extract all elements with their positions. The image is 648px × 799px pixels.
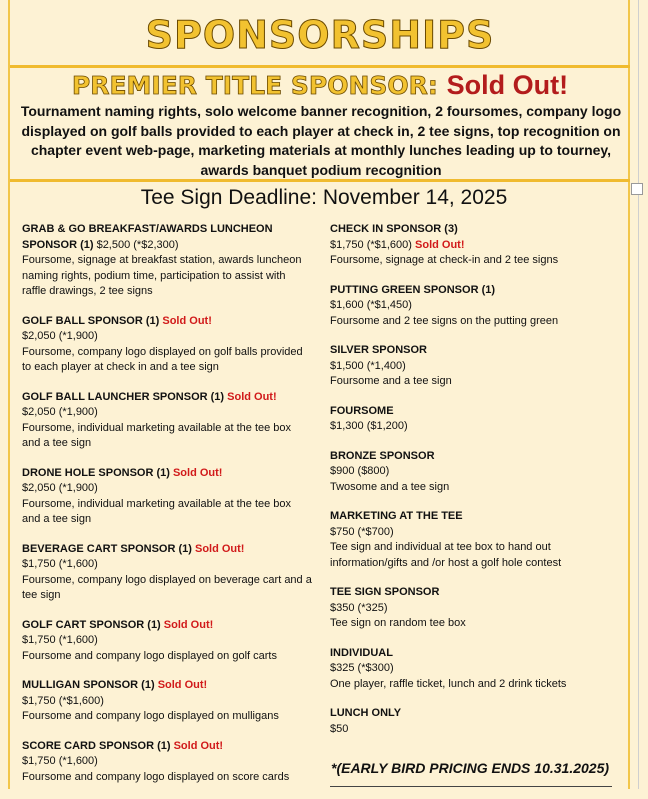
sponsor-name: GOLF CART SPONSOR (1) (22, 618, 161, 631)
sponsor-description: Foursome and company logo displayed on mulligans (22, 710, 279, 722)
sponsor-item (330, 509, 620, 571)
sponsor-name: GOLF BALL SPONSOR (1) (22, 314, 160, 327)
sponsor-item (22, 542, 312, 604)
sponsor-price: $900 ($800) (330, 465, 390, 477)
sponsor-price: $1,750 (*$1,600) (330, 238, 412, 251)
sponsor-item (22, 739, 312, 786)
sponsor-name: BRONZE SPONSOR (330, 449, 435, 462)
sponsor-price: $1,300 ($1,200) (330, 420, 408, 432)
sponsor-name: DRONE HOLE SPONSOR (1) (22, 466, 170, 479)
sponsor-description: Foursome and 2 tee signs on the putting green (330, 314, 559, 327)
sponsor-item (330, 449, 620, 496)
page-edge-line (638, 0, 639, 789)
divider-bottom (330, 786, 612, 787)
sponsor-item (22, 618, 312, 665)
sponsor-item (330, 706, 620, 737)
sponsor-price: $325 (*$300) (330, 662, 394, 674)
sponsor-item (330, 404, 620, 435)
sponsor-name: INDIVIDUAL (330, 646, 393, 659)
sponsor-name: TEE SIGN SPONSOR (330, 586, 440, 598)
sponsor-price: $750 (*$700) (330, 525, 394, 538)
sold-out-badge: Sold Out! (227, 390, 277, 403)
sold-out-badge: Sold Out! (415, 238, 465, 251)
sponsor-name: LUNCH ONLY (330, 707, 402, 719)
premier-heading (0, 69, 640, 102)
left-column (22, 222, 312, 799)
sponsor-item (22, 314, 312, 376)
sponsor-price: $350 (*325) (330, 601, 388, 614)
sponsor-price: $50 (330, 722, 349, 735)
sponsor-price: $1,500 (*1,400) (330, 359, 406, 372)
sponsor-price: $1,750 (*$1,600) (22, 694, 104, 707)
premier-status: Sold Out! (446, 70, 569, 100)
sponsor-name: PUTTING GREEN SPONSOR (1) (330, 283, 496, 296)
sponsor-name: SCORE CARD SPONSOR (1) (22, 739, 171, 752)
sold-out-badge: Sold Out! (173, 739, 224, 752)
sponsor-name: BEVERAGE CART SPONSOR (1) (22, 542, 192, 555)
sponsor-item (22, 222, 312, 300)
sponsor-price: $2,050 (*1,900) (22, 482, 98, 494)
sponsor-item (330, 343, 620, 390)
sold-out-badge: Sold Out! (172, 466, 223, 479)
premier-label: PREMIER TITLE SPONSOR: (71, 71, 438, 100)
sponsor-price: $2,050 (*1,900) (22, 330, 98, 342)
sponsor-description: Foursome, signage at breakfast station, awards luncheon naming rights, podium time, participation to assist with raffle drawings, 2 tee signs (22, 254, 302, 297)
sponsor-name: MULLIGAN SPONSOR (1) (22, 679, 155, 691)
sponsor-description: Tee sign and individual at tee box to hand out information/gifts and /or host a golf hole contest (330, 541, 562, 569)
early-bird-note: *(EARLY BIRD PRICING ENDS 10.31.2025) (331, 760, 610, 776)
sponsor-description: Foursome and company logo displayed on golf carts (22, 649, 277, 662)
sponsor-price: $2,050 (*1,900) (22, 406, 98, 418)
sponsor-description: Foursome, company logo displayed on golf balls provided to each player at check in and a tee sign (22, 345, 303, 373)
sponsor-price: $1,750 (*1,600) (22, 755, 98, 767)
sponsor-description: Twosome and a tee sign (330, 480, 450, 493)
premier-description: Tournament naming rights, solo welcome banner recognition, 2 foursomes, company logo displayed on golf balls provided to each player at check in, 2 tee signs, top recognition on chapter event web-page, marketing materials at monthly lunches leading up to tourney, awards banquet podium recognition (20, 103, 622, 178)
sold-out-badge: Sold Out! (194, 542, 245, 555)
right-column (330, 222, 620, 751)
sponsor-description: One player, raffle ticket, lunch and 2 drink tickets (330, 677, 567, 690)
page-title: SPONSORSHIPS (145, 13, 495, 57)
sponsor-price: $1,750 (*1,600) (22, 558, 98, 570)
sponsor-item (22, 466, 312, 528)
sold-out-badge: Sold Out! (162, 314, 212, 327)
sold-out-badge: Sold Out! (163, 618, 214, 631)
sponsor-description: Foursome, individual marketing available at the tee box and a tee sign (22, 421, 292, 449)
sponsor-name: GOLF BALL LAUNCHER SPONSOR (1) (22, 390, 225, 403)
tee-sign-deadline: Tee Sign Deadline: November 14, 2025 (140, 186, 508, 209)
sponsor-name: GRAB & GO BREAKFAST/AWARDS LUNCHEON SPONSOR (1) (22, 223, 273, 251)
divider-top (10, 65, 630, 68)
sponsor-description: Foursome and company logo displayed on score cards (22, 770, 290, 783)
sponsor-item (22, 678, 312, 725)
sponsor-description: Foursome and a tee sign (330, 375, 452, 387)
sponsor-name: MARKETING AT THE TEE (330, 510, 463, 522)
sponsor-name: SILVER SPONSOR (330, 344, 427, 356)
sponsor-item (330, 585, 620, 632)
sponsor-item (330, 222, 620, 269)
sponsor-description: Foursome, individual marketing available at the tee box and a tee sign (22, 497, 292, 525)
sponsor-price: $1,600 (*$1,450) (330, 299, 412, 311)
divider-middle (10, 179, 630, 182)
sponsor-description: Tee sign on random tee box (330, 617, 466, 629)
sponsor-price: $1,750 (*1,600) (22, 634, 98, 646)
sponsor-description: Foursome, company logo displayed on beverage cart and a tee sign (22, 573, 312, 601)
sponsor-price: $2,500 (*$2,300) (93, 238, 179, 251)
sponsor-description: Foursome, signage at check-in and 2 tee signs (330, 254, 559, 266)
sponsor-item (22, 390, 312, 452)
sponsor-name: CHECK IN SPONSOR (3) (330, 223, 458, 235)
sponsor-item (330, 646, 620, 693)
sponsor-item (330, 283, 620, 330)
sponsor-name: FOURSOME (330, 404, 394, 417)
sold-out-badge: Sold Out! (157, 679, 208, 691)
